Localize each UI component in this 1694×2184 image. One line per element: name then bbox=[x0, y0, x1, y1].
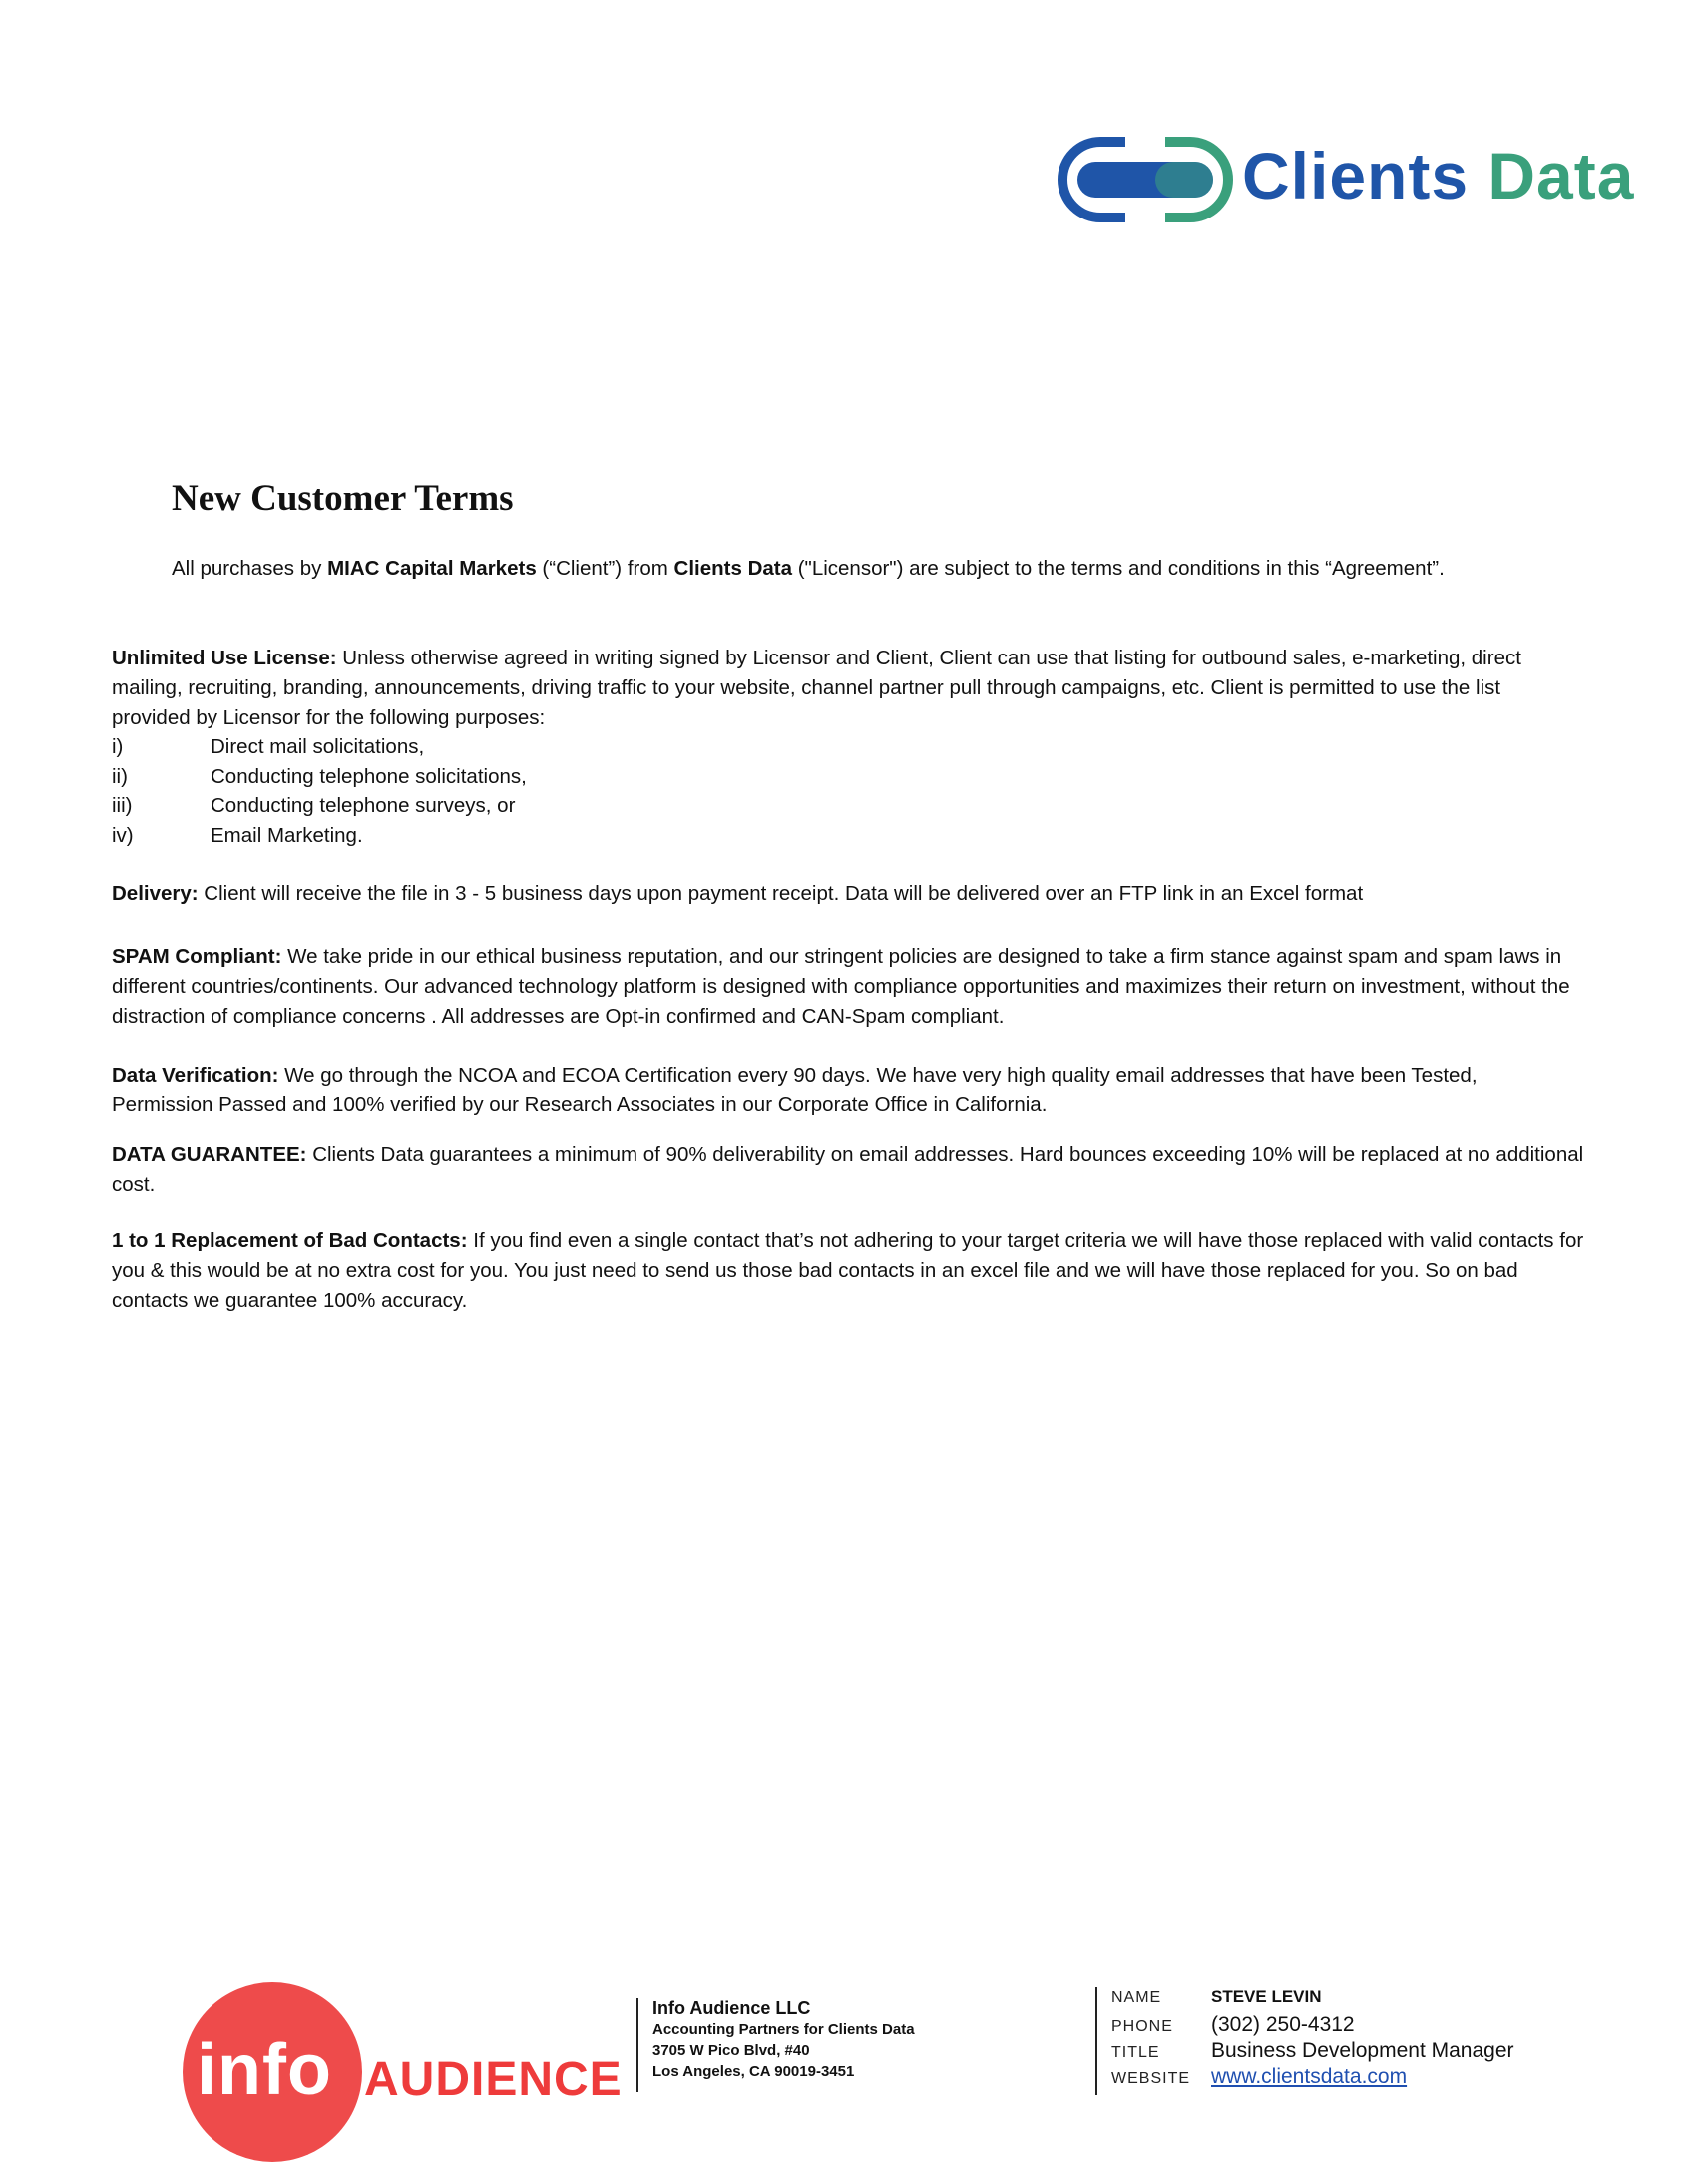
list-item-text: Direct mail solicitations, bbox=[211, 735, 425, 758]
logo-audience-text: AUDIENCE bbox=[364, 2053, 623, 2106]
delivery-body: Client will receive the file in 3 - 5 business days upon payment receipt. Data will be delivered over an FTP link in an Excel format bbox=[198, 882, 1364, 905]
verification-body: We go through the NCOA and ECOA Certification every 90 days. We have very high quality email addresses that have been Tested, Permission Passed and 100% verified by our Research Associates in our Corporate Office in California. bbox=[112, 1064, 1478, 1116]
contact-name: STEVE LEVIN bbox=[1211, 1987, 1322, 2006]
contact-phone-row bbox=[1111, 2013, 1514, 2039]
replacement-body: If you find even a single contact that’s not adhering to your target criteria we will have those replaced with valid contacts for you & this would be at no extra cost for you. You just need to send us those bad contacts in an excel file and we will have those replaced for you. So on bad contacts we guarantee 100% accuracy. bbox=[112, 1229, 1584, 1312]
list-item bbox=[112, 762, 527, 792]
logo-info-text: info bbox=[197, 2030, 332, 2110]
website-label: WEBSITE bbox=[1111, 2070, 1191, 2087]
city-address: Los Angeles, CA 90019-3451 bbox=[652, 2063, 855, 2080]
verification-heading: Data Verification: bbox=[112, 1064, 279, 1087]
contact-title-row bbox=[1111, 2039, 1514, 2065]
replacement-section bbox=[112, 1226, 1588, 1316]
list-item-text: Conducting telephone surveys, or bbox=[211, 794, 516, 817]
purpose-list bbox=[112, 732, 527, 850]
guarantee-body: Clients Data guarantees a minimum of 90% deliverability on email addresses. Hard bounces exceeding 10% will be replaced at no additional cost. bbox=[112, 1143, 1584, 1196]
list-item bbox=[112, 791, 527, 821]
licensor-name: Clients Data bbox=[673, 557, 793, 580]
license-heading: Unlimited Use License: bbox=[112, 647, 337, 669]
contact-name-row bbox=[1111, 1987, 1514, 2013]
company-tagline: Accounting Partners for Clients Data bbox=[652, 2021, 915, 2038]
spam-body: We take pride in our ethical business reputation, and our stringent policies are designed to take a firm stance against spam and spam laws in different countries/continents. Our advanced technology platform is designed with compliance opportunities and maximizes their return on investment, without the distraction of compliance concerns . All addresses are Opt-in confirmed and CAN-Spam compliant. bbox=[112, 945, 1570, 1028]
info-audience-logo bbox=[183, 1979, 632, 2149]
name-label: NAME bbox=[1111, 1989, 1162, 2006]
logo-wordmark bbox=[1242, 138, 1634, 214]
logo-word-clients: Clients bbox=[1242, 139, 1470, 213]
guarantee-heading: DATA GUARANTEE: bbox=[112, 1143, 307, 1166]
list-item-number: ii) bbox=[112, 764, 128, 788]
list-item-number: iii) bbox=[112, 794, 133, 817]
client-name: MIAC Capital Markets bbox=[327, 557, 537, 580]
clients-data-logo bbox=[1056, 132, 1634, 227]
list-item bbox=[112, 732, 527, 762]
contact-block bbox=[1095, 1987, 1514, 2095]
spam-section bbox=[112, 942, 1588, 1032]
license-body: Unless otherwise agreed in writing signed by Licensor and Client, Client can use that listing for outbound sales, e-marketing, direct mailing, recruiting, branding, announcements, driving traffic to your website, channel partner pull through campaigns, etc. Client is permitted to use the list provided by Licensor for the following purposes: bbox=[112, 647, 1521, 729]
clients-data-logo-mark-icon bbox=[1056, 132, 1235, 227]
street-address: 3705 W Pico Blvd, #40 bbox=[652, 2042, 810, 2059]
verification-section bbox=[112, 1061, 1568, 1120]
license-section bbox=[112, 644, 1558, 733]
page-title: New Customer Terms bbox=[172, 478, 514, 519]
replacement-heading: 1 to 1 Replacement of Bad Contacts: bbox=[112, 1229, 468, 1252]
logo-word-data: Data bbox=[1487, 139, 1635, 213]
contact-title: Business Development Manager bbox=[1211, 2039, 1514, 2062]
guarantee-section bbox=[112, 1140, 1588, 1200]
title-label: TITLE bbox=[1111, 2044, 1160, 2061]
intro-text-c: ("Licensor") are subject to the terms and conditions in this “Agreement”. bbox=[792, 557, 1445, 580]
intro-text-a: All purchases by bbox=[172, 557, 328, 580]
delivery-heading: Delivery: bbox=[112, 882, 199, 905]
website-link[interactable]: www.clientsdata.com bbox=[1211, 2065, 1408, 2088]
list-item-text: Email Marketing. bbox=[211, 823, 363, 847]
delivery-section bbox=[112, 879, 1608, 909]
spam-heading: SPAM Compliant: bbox=[112, 945, 282, 968]
phone-label: PHONE bbox=[1111, 2018, 1173, 2035]
list-item-number: iv) bbox=[112, 823, 134, 847]
company-address-block bbox=[636, 1998, 915, 2092]
list-item-number: i) bbox=[112, 735, 124, 758]
company-name: Info Audience LLC bbox=[652, 1998, 811, 2018]
contact-phone: (302) 250-4312 bbox=[1211, 2013, 1355, 2036]
list-item-text: Conducting telephone solicitations, bbox=[211, 764, 527, 788]
contact-website-row bbox=[1111, 2065, 1514, 2091]
intro-text-b: (“Client”) from bbox=[536, 557, 674, 580]
intro-paragraph bbox=[172, 554, 1513, 584]
list-item bbox=[112, 821, 527, 851]
